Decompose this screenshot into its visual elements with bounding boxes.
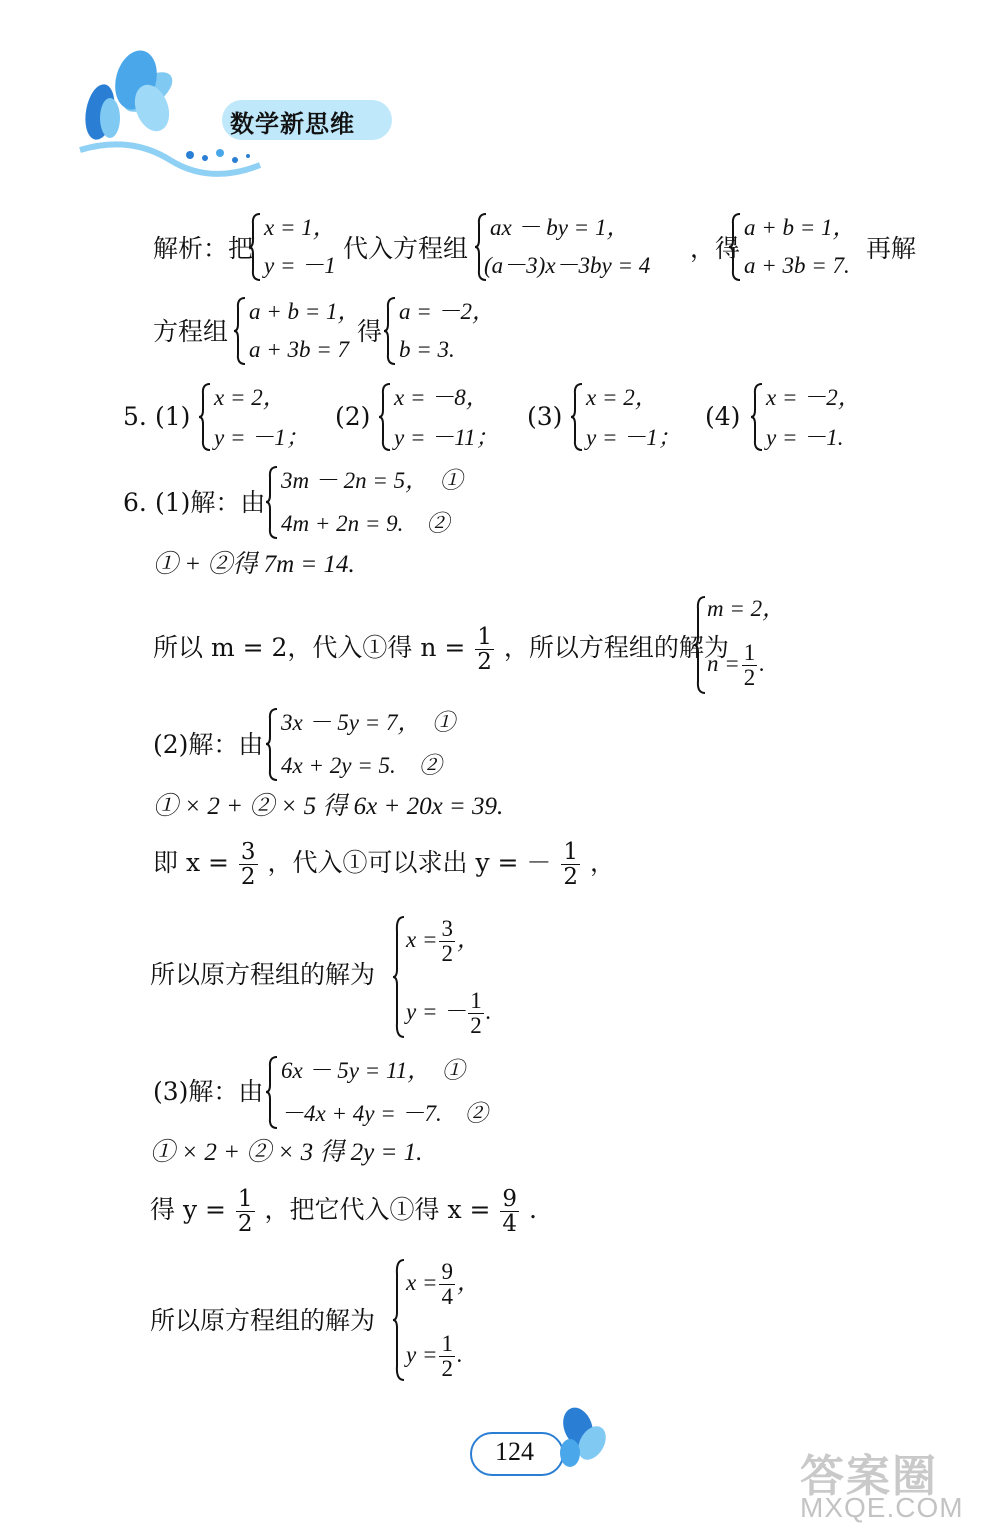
fraction bbox=[439, 1332, 455, 1381]
sys-row: a = －2， bbox=[399, 299, 496, 324]
text: . bbox=[759, 651, 766, 676]
denominator: 2 bbox=[237, 1211, 253, 1237]
denominator: 2 bbox=[470, 1013, 482, 1039]
q5-answer-1 bbox=[198, 382, 318, 452]
denominator: 4 bbox=[502, 1211, 518, 1237]
text: . bbox=[456, 1342, 463, 1367]
numerator: 3 bbox=[240, 839, 256, 865]
q5-label-1: (1) bbox=[155, 402, 191, 431]
watermark-logo bbox=[790, 1440, 990, 1530]
q6-p3-answer bbox=[392, 1258, 512, 1383]
fraction bbox=[468, 989, 484, 1038]
denominator: 2 bbox=[441, 1356, 453, 1382]
sys-row: y = －1； bbox=[586, 425, 681, 450]
page-number: 124 bbox=[495, 1437, 534, 1466]
numerator: 1 bbox=[441, 1331, 453, 1357]
text: x = bbox=[406, 1270, 438, 1295]
text: 所以 m = 2，代入①得 n = bbox=[153, 633, 466, 662]
q6-p2-label: (2)解：由 bbox=[153, 730, 264, 759]
text: y = － bbox=[406, 999, 467, 1024]
q5-label-3: (3) bbox=[527, 402, 563, 431]
q5-answer-3 bbox=[570, 382, 690, 452]
sys-row: 3x － 5y = 7， ① bbox=[281, 710, 455, 735]
question-number: 6. bbox=[123, 488, 147, 517]
q5-label-2: (2) bbox=[335, 402, 371, 431]
substitution-system bbox=[248, 212, 338, 282]
q6-p3-system bbox=[265, 1055, 525, 1130]
sys-row: a + b = 1， bbox=[744, 215, 856, 240]
sys-row: x = 2， bbox=[586, 385, 658, 410]
q6-p3-step1: ① × 2 + ② × 3 得 2y = 1. bbox=[150, 1139, 423, 1166]
sys-row: 3m － 2n = 5， ① bbox=[281, 468, 463, 493]
analysis-de: ，得 bbox=[690, 234, 741, 263]
fraction bbox=[439, 917, 455, 966]
sys-row: x = －2， bbox=[766, 385, 861, 410]
denominator: 2 bbox=[563, 864, 579, 890]
q6-p3-label: (3)解：由 bbox=[153, 1077, 264, 1106]
text: x = bbox=[406, 927, 438, 952]
sys-row: －4x + 4y = －7. ② bbox=[281, 1101, 488, 1126]
sys-row: y = －1； bbox=[214, 425, 309, 450]
header-title: 数学新思维 bbox=[230, 110, 355, 138]
numerator: 1 bbox=[477, 624, 492, 650]
analysis-label: 解析：把 bbox=[153, 234, 254, 263]
sys-row: (a－3)x－3by = 4 bbox=[484, 253, 651, 278]
sys-row bbox=[406, 915, 480, 966]
q6-p1-system bbox=[265, 465, 495, 540]
analysis-mid: 代入方程组 bbox=[343, 234, 469, 263]
q6-p1-answer bbox=[693, 595, 803, 695]
fraction bbox=[236, 1187, 255, 1236]
text: n = bbox=[707, 651, 740, 676]
denominator: 2 bbox=[477, 649, 492, 675]
text: ，代入①可以求出 y = － bbox=[267, 848, 552, 877]
question-number: 5. bbox=[123, 402, 147, 431]
sys-row: 6x － 5y = 11， ① bbox=[281, 1058, 465, 1083]
fraction bbox=[239, 840, 258, 889]
fraction bbox=[439, 1260, 455, 1309]
denominator: 4 bbox=[441, 1284, 453, 1310]
q6-p3-step2 bbox=[150, 1182, 537, 1238]
watermark-url: MXQE.COM bbox=[800, 1492, 964, 1523]
watermark-text: 答案圈 bbox=[800, 1452, 938, 1501]
equation-system bbox=[474, 212, 694, 282]
text: 即 x = bbox=[153, 848, 229, 877]
sys-row: x = －8， bbox=[394, 385, 489, 410]
fraction bbox=[742, 641, 758, 690]
q6-p1-label: (1)解：由 bbox=[155, 488, 266, 517]
sys-row: y = －1 bbox=[264, 253, 336, 278]
text: ，把它代入①得 x = bbox=[264, 1195, 491, 1224]
q6-p1-step2 bbox=[153, 620, 729, 676]
numerator: 1 bbox=[743, 640, 756, 666]
result-system bbox=[728, 212, 868, 282]
q6-p2-step2 bbox=[153, 835, 615, 891]
fraction bbox=[561, 840, 580, 889]
sys-row: ax － by = 1， bbox=[490, 215, 630, 240]
sys-row: b = 3. bbox=[399, 337, 455, 362]
sys-row: 4x + 2y = 5. ② bbox=[281, 753, 442, 778]
q6-p1-step1: ① + ②得 7m = 14. bbox=[153, 551, 355, 578]
text: y = bbox=[406, 1342, 438, 1367]
sys-row: x = 1， bbox=[264, 215, 336, 240]
text: . bbox=[485, 999, 492, 1024]
sys-row bbox=[406, 1330, 463, 1381]
sys-row: 4m + 2n = 9. ② bbox=[281, 511, 450, 536]
butterfly-icon bbox=[548, 1405, 618, 1475]
denominator: 2 bbox=[240, 864, 256, 890]
analysis-de2: 得 bbox=[357, 317, 383, 346]
numerator: 3 bbox=[441, 916, 453, 942]
solution-system bbox=[383, 296, 503, 366]
sys-row: a + b = 1， bbox=[249, 299, 361, 324]
numerator: 1 bbox=[237, 1186, 253, 1212]
text: ， bbox=[456, 927, 480, 952]
fraction bbox=[500, 1187, 519, 1236]
fraction bbox=[475, 625, 494, 674]
text: ，所以方程组的解为 bbox=[503, 633, 729, 662]
text: ， bbox=[589, 848, 615, 877]
equation-system bbox=[233, 296, 363, 366]
numerator: 9 bbox=[502, 1186, 518, 1212]
q5-answer-4 bbox=[750, 382, 880, 452]
denominator: 2 bbox=[743, 665, 756, 691]
sys-row bbox=[707, 639, 765, 690]
sys-row bbox=[406, 1258, 480, 1309]
q6-p2-answer-label: 所以原方程组的解为 bbox=[150, 960, 376, 989]
q6-p2-answer bbox=[392, 915, 512, 1040]
sys-row: a + 3b = 7. bbox=[744, 253, 850, 278]
q5-label-4: (4) bbox=[705, 402, 741, 431]
q6-p2-step1: ① × 2 + ② × 5 得 6x + 20x = 39. bbox=[153, 793, 504, 820]
numerator: 9 bbox=[441, 1259, 453, 1285]
numerator: 1 bbox=[563, 839, 579, 865]
analysis-line2-label: 方程组 bbox=[153, 317, 229, 346]
sys-row: y = －11； bbox=[394, 425, 499, 450]
q5-answer-2 bbox=[378, 382, 518, 452]
text: ， bbox=[456, 1270, 480, 1295]
sys-row bbox=[406, 987, 491, 1038]
denominator: 2 bbox=[441, 941, 453, 967]
sys-row: m = 2， bbox=[707, 596, 786, 621]
sys-row: a + 3b = 7 bbox=[249, 337, 350, 362]
analysis-again: 再解 bbox=[866, 234, 917, 263]
q6-p3-answer-label: 所以原方程组的解为 bbox=[150, 1306, 376, 1335]
sys-row: y = －1. bbox=[766, 425, 844, 450]
text: . bbox=[529, 1195, 537, 1224]
numerator: 1 bbox=[470, 988, 482, 1014]
text: 得 y = bbox=[150, 1195, 226, 1224]
q6-p2-system bbox=[265, 707, 495, 782]
sys-row: x = 2， bbox=[214, 385, 286, 410]
